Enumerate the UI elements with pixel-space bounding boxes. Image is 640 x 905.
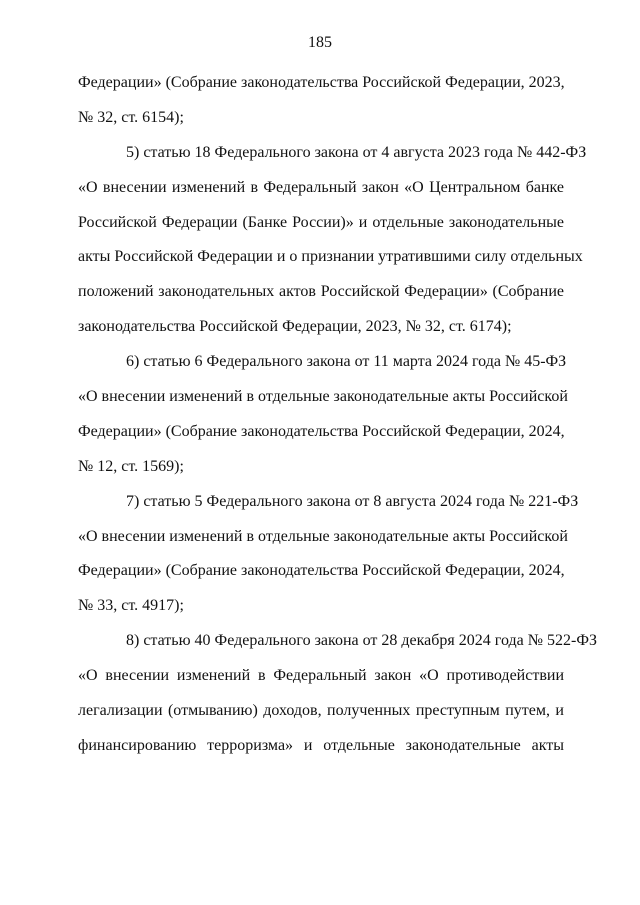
text-line: № 33, ст. 4917); [78,597,184,615]
document-body [78,66,597,764]
text-line: № 32, ст. 6154); [78,108,184,126]
text-line: акты Российской Федерации и о признании утратившими силу отдельных [78,248,583,266]
text-line: положений законодательных актов Российской Федерации» (Собрание [78,283,564,301]
text-line: «О внесении изменений в отдельные законодательные акты Российской [78,388,568,406]
text-line: 5) статью 18 Федерального закона от 4 августа 2023 года № 442-ФЗ [126,143,587,161]
text-line: законодательства Российской Федерации, 2023, № 32, ст. 6174); [78,318,512,336]
text-line: 7) статью 5 Федерального закона от 8 августа 2024 года № 221-ФЗ [126,492,579,510]
text-line: «О внесении изменений в Федеральный закон «О Центральном банке [78,178,564,196]
text-line: Федерации» (Собрание законодательства Российской Федерации, 2024, [78,562,565,580]
text-line: Федерации» (Собрание законодательства Российской Федерации, 2024, [78,422,565,440]
page-number: 185 [308,34,332,51]
text-line: «О внесении изменений в Федеральный закон «О противодействии [78,667,564,685]
text-line: 8) статью 40 Федерального закона от 28 декабря 2024 года № 522-ФЗ [126,632,597,650]
text-line: легализации (отмыванию) доходов, полученных преступным путем, и [78,702,564,720]
text-line: Федерации» (Собрание законодательства Российской Федерации, 2023, [78,74,565,91]
text-line: финансированию терроризма» и отдельные законодательные акты [78,736,564,754]
text-line: 6) статью 6 Федерального закона от 11 марта 2024 года № 45-ФЗ [126,353,567,371]
text-line: «О внесении изменений в отдельные законодательные акты Российской [78,527,568,545]
text-line: № 12, ст. 1569); [78,457,184,475]
text-line: Российской Федерации (Банке России)» и отдельные законодательные [78,213,564,231]
